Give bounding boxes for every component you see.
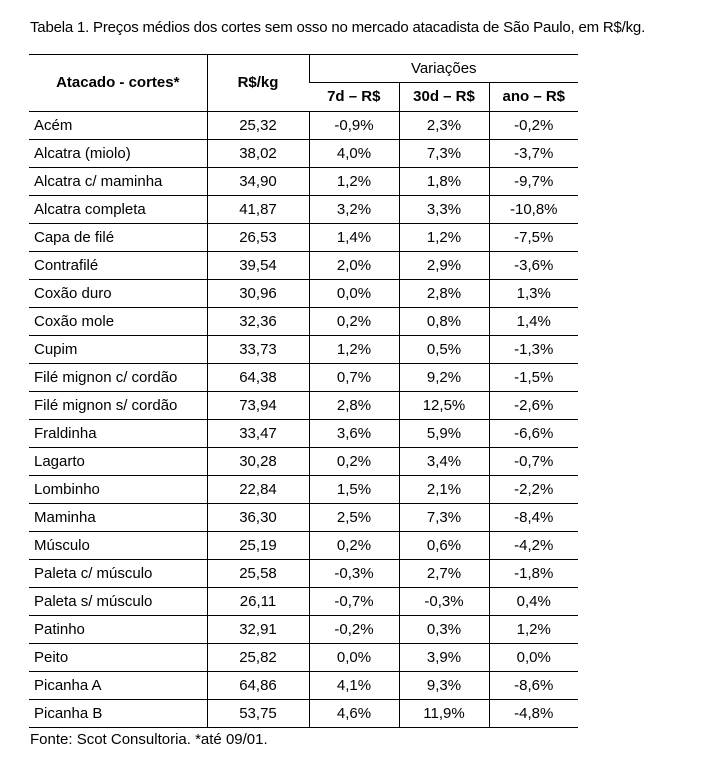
cell-7d: -0,2% — [309, 616, 399, 644]
cell-7d: 0,7% — [309, 364, 399, 392]
header-7d: 7d – R$ — [309, 83, 399, 112]
cell-30d: 2,1% — [399, 476, 489, 504]
cell-30d: 12,5% — [399, 392, 489, 420]
cell-price: 33,47 — [207, 420, 309, 448]
cell-price: 33,73 — [207, 336, 309, 364]
table-row — [29, 532, 578, 560]
cell-cut: Fraldinha — [29, 420, 207, 448]
cell-7d: 0,2% — [309, 448, 399, 476]
table-row — [29, 700, 578, 728]
cell-price: 36,30 — [207, 504, 309, 532]
cell-year: -8,6% — [489, 672, 578, 700]
cell-30d: 11,9% — [399, 700, 489, 728]
cell-cut: Acém — [29, 112, 207, 140]
cell-30d: 3,3% — [399, 196, 489, 224]
cell-price: 32,91 — [207, 616, 309, 644]
table-row — [29, 252, 578, 280]
cell-year: 0,0% — [489, 644, 578, 672]
cell-price: 25,58 — [207, 560, 309, 588]
cell-cut: Lombinho — [29, 476, 207, 504]
cell-price: 64,38 — [207, 364, 309, 392]
cell-year: -0,2% — [489, 112, 578, 140]
table-row — [29, 224, 578, 252]
cell-cut: Coxão mole — [29, 308, 207, 336]
table-header — [29, 55, 578, 112]
cell-30d: 3,9% — [399, 644, 489, 672]
table-row — [29, 336, 578, 364]
cell-7d: 3,6% — [309, 420, 399, 448]
cell-7d: 0,0% — [309, 644, 399, 672]
cell-cut: Alcatra completa — [29, 196, 207, 224]
cell-year: 0,4% — [489, 588, 578, 616]
table-row — [29, 476, 578, 504]
cell-cut: Filé mignon c/ cordão — [29, 364, 207, 392]
table-row — [29, 420, 578, 448]
cell-year: -1,3% — [489, 336, 578, 364]
cell-30d: 7,3% — [399, 504, 489, 532]
cell-year: -2,6% — [489, 392, 578, 420]
cell-30d: 3,4% — [399, 448, 489, 476]
cell-price: 53,75 — [207, 700, 309, 728]
table-row — [29, 392, 578, 420]
cell-year: -9,7% — [489, 168, 578, 196]
cell-7d: 2,0% — [309, 252, 399, 280]
cell-price: 73,94 — [207, 392, 309, 420]
cell-year: -8,4% — [489, 504, 578, 532]
cell-price: 32,36 — [207, 308, 309, 336]
cell-30d: 2,8% — [399, 280, 489, 308]
table-row — [29, 644, 578, 672]
cell-price: 30,28 — [207, 448, 309, 476]
table-row — [29, 364, 578, 392]
table-row — [29, 448, 578, 476]
table-body — [29, 112, 578, 728]
cell-price: 38,02 — [207, 140, 309, 168]
cell-year: -7,5% — [489, 224, 578, 252]
cell-30d: 5,9% — [399, 420, 489, 448]
table-row — [29, 616, 578, 644]
cell-price: 26,11 — [207, 588, 309, 616]
cell-7d: 1,2% — [309, 336, 399, 364]
cell-7d: 4,0% — [309, 140, 399, 168]
price-table — [29, 54, 578, 728]
cell-cut: Alcatra (miolo) — [29, 140, 207, 168]
table-row — [29, 504, 578, 532]
cell-cut: Músculo — [29, 532, 207, 560]
cell-year: -4,2% — [489, 532, 578, 560]
cell-price: 64,86 — [207, 672, 309, 700]
cell-30d: 0,8% — [399, 308, 489, 336]
cell-7d: -0,9% — [309, 112, 399, 140]
cell-cut: Picanha A — [29, 672, 207, 700]
table-row — [29, 112, 578, 140]
cell-7d: 4,6% — [309, 700, 399, 728]
cell-cut: Capa de filé — [29, 224, 207, 252]
cell-price: 39,54 — [207, 252, 309, 280]
header-variations-group: Variações — [309, 55, 578, 83]
table-row — [29, 196, 578, 224]
cell-price: 25,19 — [207, 532, 309, 560]
cell-year: -3,6% — [489, 252, 578, 280]
cell-year: 1,4% — [489, 308, 578, 336]
header-price: R$/kg — [207, 55, 309, 112]
cell-7d: 4,1% — [309, 672, 399, 700]
cell-price: 25,82 — [207, 644, 309, 672]
header-30d: 30d – R$ — [399, 83, 489, 112]
cell-cut: Peito — [29, 644, 207, 672]
header-year: ano – R$ — [489, 83, 578, 112]
table-row — [29, 140, 578, 168]
cell-7d: 0,0% — [309, 280, 399, 308]
cell-price: 25,32 — [207, 112, 309, 140]
cell-cut: Patinho — [29, 616, 207, 644]
cell-7d: -0,3% — [309, 560, 399, 588]
source-footnote: Fonte: Scot Consultoria. *até 09/01. — [30, 731, 268, 748]
cell-cut: Cupim — [29, 336, 207, 364]
cell-year: 1,3% — [489, 280, 578, 308]
header-cut: Atacado - cortes* — [29, 55, 207, 112]
cell-year: -6,6% — [489, 420, 578, 448]
cell-year: 1,2% — [489, 616, 578, 644]
table-row — [29, 588, 578, 616]
cell-year: -1,5% — [489, 364, 578, 392]
cell-price: 22,84 — [207, 476, 309, 504]
cell-30d: 7,3% — [399, 140, 489, 168]
table-row — [29, 308, 578, 336]
cell-cut: Coxão duro — [29, 280, 207, 308]
cell-7d: -0,7% — [309, 588, 399, 616]
cell-30d: 1,2% — [399, 224, 489, 252]
cell-year: -4,8% — [489, 700, 578, 728]
cell-cut: Paleta s/ músculo — [29, 588, 207, 616]
cell-year: -1,8% — [489, 560, 578, 588]
cell-price: 26,53 — [207, 224, 309, 252]
cell-7d: 3,2% — [309, 196, 399, 224]
cell-7d: 0,2% — [309, 308, 399, 336]
cell-cut: Maminha — [29, 504, 207, 532]
cell-30d: 2,3% — [399, 112, 489, 140]
cell-30d: 2,9% — [399, 252, 489, 280]
cell-year: -3,7% — [489, 140, 578, 168]
cell-price: 41,87 — [207, 196, 309, 224]
table-row — [29, 560, 578, 588]
cell-30d: 9,3% — [399, 672, 489, 700]
cell-price: 34,90 — [207, 168, 309, 196]
table-row — [29, 280, 578, 308]
cell-30d: 0,6% — [399, 532, 489, 560]
cell-30d: -0,3% — [399, 588, 489, 616]
cell-30d: 1,8% — [399, 168, 489, 196]
cell-7d: 2,8% — [309, 392, 399, 420]
cell-7d: 1,5% — [309, 476, 399, 504]
cell-year: -10,8% — [489, 196, 578, 224]
cell-7d: 1,2% — [309, 168, 399, 196]
cell-30d: 9,2% — [399, 364, 489, 392]
cell-7d: 0,2% — [309, 532, 399, 560]
cell-year: -0,7% — [489, 448, 578, 476]
cell-30d: 0,5% — [399, 336, 489, 364]
cell-cut: Alcatra c/ maminha — [29, 168, 207, 196]
cell-year: -2,2% — [489, 476, 578, 504]
price-table-wrapper — [29, 54, 578, 728]
cell-cut: Lagarto — [29, 448, 207, 476]
cell-7d: 2,5% — [309, 504, 399, 532]
table-row — [29, 168, 578, 196]
table-row — [29, 672, 578, 700]
table-caption: Tabela 1. Preços médios dos cortes sem osso no mercado atacadista de São Paulo, em R$/kg. — [30, 19, 646, 36]
cell-price: 30,96 — [207, 280, 309, 308]
cell-30d: 0,3% — [399, 616, 489, 644]
cell-cut: Contrafilé — [29, 252, 207, 280]
cell-cut: Picanha B — [29, 700, 207, 728]
cell-cut: Filé mignon s/ cordão — [29, 392, 207, 420]
cell-cut: Paleta c/ músculo — [29, 560, 207, 588]
cell-30d: 2,7% — [399, 560, 489, 588]
cell-7d: 1,4% — [309, 224, 399, 252]
